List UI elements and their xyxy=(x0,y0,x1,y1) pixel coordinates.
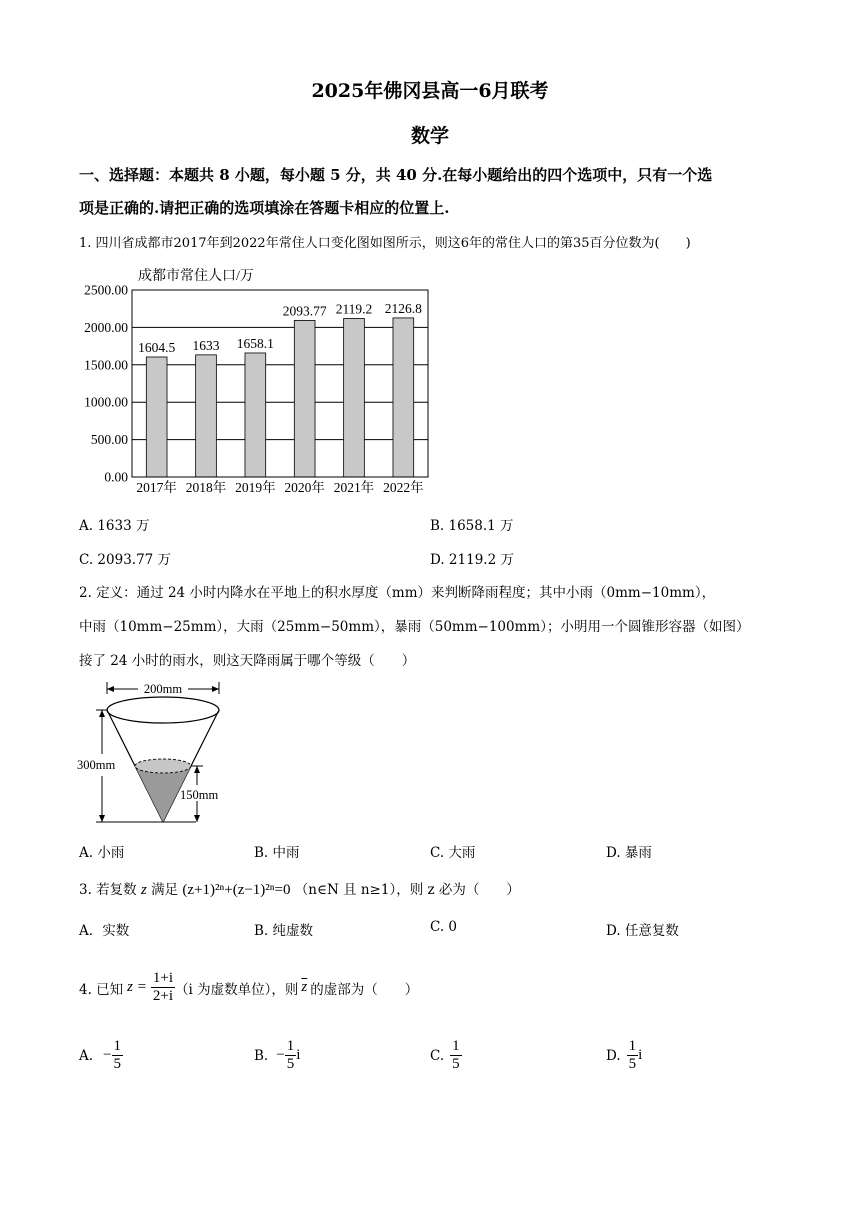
q4-option-b[interactable] xyxy=(254,1038,300,1074)
question-2-line1: 2. 定义：通过 24 小时内降水在平地上的积水厚度（mm）来判断降雨程度；其中小雨（0mm−10mm）， xyxy=(79,585,716,601)
q4-option-d-den: 5 xyxy=(628,1056,637,1073)
q1-option-d[interactable]: D. 2119.2 万 xyxy=(430,552,514,568)
section-heading-line1: 一、选择题：本题共 8 小题，每小题 5 分，共 40 分.在每小题给出的四个选项中，只有一个选 xyxy=(79,166,713,184)
q4-mid: （i 为虚数单位），则 xyxy=(175,981,299,998)
bar xyxy=(146,357,167,477)
q4-option-a-sign: − xyxy=(103,1047,112,1064)
top-width-label: 200mm xyxy=(143,682,183,696)
chart-y-tick-labels xyxy=(84,283,128,485)
question-2-line2: 中雨（10mm−25mm），大雨（25mm−50mm），暴雨（50mm−100mm）；小明用一个圆锥形容器（如图） xyxy=(79,619,750,635)
data-label: 2119.2 xyxy=(335,301,373,317)
q4-numerator: 1+i xyxy=(151,970,175,988)
x-tick-label: 2019年 xyxy=(235,480,276,495)
y-tick-label: 1500.00 xyxy=(84,357,128,373)
q1-option-b[interactable]: B. 1658.1 万 xyxy=(430,518,514,534)
q2-option-d[interactable]: D. 暴雨 xyxy=(606,845,652,861)
q4-option-d-label: D. xyxy=(606,1047,621,1064)
question-3-stem xyxy=(79,878,520,899)
q2-option-a[interactable]: A. 小雨 xyxy=(79,845,125,861)
q3-tail: ，则 z 必为（ ） xyxy=(396,882,520,898)
bar xyxy=(393,318,414,477)
q2-option-b[interactable]: B. 中雨 xyxy=(254,845,300,861)
x-tick-label: 2018年 xyxy=(185,480,227,495)
x-tick-label: 2020年 xyxy=(284,480,325,495)
q4-option-b-label: B. xyxy=(254,1047,269,1064)
q4-option-d-fraction xyxy=(627,1038,639,1074)
population-bar-chart xyxy=(70,262,440,502)
y-tick-label: 0.00 xyxy=(104,469,128,485)
question-2-line3: 接了 24 小时的雨水，则这天降雨属于哪个等级（ ） xyxy=(79,653,416,669)
q3-prefix: 3. 若复数 xyxy=(79,882,137,898)
y-tick-label: 2500.00 xyxy=(84,282,128,298)
q3-cond: 满足 xyxy=(151,882,179,898)
bar xyxy=(344,318,365,477)
q4-prefix: 4. 已知 xyxy=(79,981,124,998)
q4-option-d-unit: i xyxy=(638,1047,643,1064)
chart-title: 成都市常住人口/万 xyxy=(138,269,254,284)
y-tick-label: 2000.00 xyxy=(84,319,128,335)
water-surface xyxy=(135,759,191,773)
q3-equation: (z+1)²ⁿ+(z−1)²ⁿ=0 xyxy=(182,882,291,898)
q4-option-c-label: C. xyxy=(430,1047,445,1064)
exam-title: 2025年佛冈县高一6月联考 xyxy=(311,80,549,102)
height-label: 300mm xyxy=(77,758,116,772)
cone-container-figure xyxy=(76,676,246,828)
y-tick-label: 500.00 xyxy=(90,432,128,448)
q3-option-d[interactable]: D. 任意复数 xyxy=(606,923,679,939)
q2-option-c[interactable]: C. 大雨 xyxy=(430,845,476,861)
data-label: 1658.1 xyxy=(236,335,274,351)
q4-fraction xyxy=(151,970,175,1006)
q3-option-b[interactable]: B. 纯虚数 xyxy=(254,923,314,939)
q4-option-c-num: 1 xyxy=(450,1038,462,1056)
chart-bars xyxy=(146,318,413,477)
q4-option-b-fraction xyxy=(285,1038,297,1074)
q4-option-b-num: 1 xyxy=(285,1038,297,1056)
q4-option-a[interactable] xyxy=(79,1038,123,1074)
q3-option-a[interactable]: A．实数 xyxy=(79,923,130,939)
q3-paren: （n∈N 且 n≥1） xyxy=(294,882,397,898)
q4-option-c-den: 5 xyxy=(452,1056,460,1073)
water-height-label: 150mm xyxy=(180,788,219,802)
q4-option-a-label: A. xyxy=(79,1047,94,1064)
x-tick-label: 2017年 xyxy=(136,480,177,495)
q4-tail: 的虚部为（ ） xyxy=(310,981,419,998)
q4-option-c-fraction xyxy=(450,1038,462,1074)
chart-data-labels xyxy=(138,301,422,355)
bar xyxy=(196,355,217,477)
q4-option-b-den: 5 xyxy=(286,1056,295,1073)
chart-gridlines xyxy=(132,290,428,477)
question-4-stem xyxy=(79,970,418,1006)
q4-option-d[interactable] xyxy=(606,1038,642,1074)
data-label: 2126.8 xyxy=(384,300,422,316)
q4-denominator: 2+i xyxy=(152,988,174,1005)
q4-option-a-num: 1 xyxy=(112,1038,124,1056)
data-label: 2093.77 xyxy=(282,303,327,319)
bar xyxy=(245,353,266,477)
x-tick-label: 2022年 xyxy=(383,480,424,495)
x-tick-label: 2021年 xyxy=(333,480,375,495)
q4-option-d-num: 1 xyxy=(627,1038,639,1056)
q4-option-b-unit: i xyxy=(296,1047,301,1064)
cone-top-ellipse xyxy=(107,697,219,723)
chart-plot-frame xyxy=(132,290,428,477)
q1-option-a[interactable]: A. 1633 万 xyxy=(79,518,150,534)
q4-option-c[interactable] xyxy=(430,1038,462,1074)
q3-var: z xyxy=(140,882,147,898)
q1-option-c[interactable]: C. 2093.77 万 xyxy=(79,552,172,568)
q4-option-a-fraction xyxy=(112,1038,124,1074)
q4-z-eq: z = xyxy=(127,979,147,996)
data-label: 1604.5 xyxy=(138,339,176,355)
section-heading-line2: 项是正确的.请把正确的选项填涂在答题卡相应的位置上. xyxy=(79,199,450,217)
q4-option-b-sign: − xyxy=(276,1047,285,1064)
question-1-stem: 1. 四川省成都市2017年到2022年常住人口变化图如图所示，则这6年的常住人口的第35百分位数为( ) xyxy=(79,236,691,251)
q4-zbar: $\overline{z}$ xyxy=(301,979,308,996)
bar xyxy=(294,320,315,477)
y-tick-label: 1000.00 xyxy=(84,394,128,410)
chart-x-tick-labels xyxy=(136,479,423,495)
data-label: 1633 xyxy=(192,337,220,353)
q3-option-c[interactable]: C. 0 xyxy=(430,919,458,935)
subject-title: 数学 xyxy=(410,125,449,147)
q4-option-a-den: 5 xyxy=(113,1056,122,1073)
